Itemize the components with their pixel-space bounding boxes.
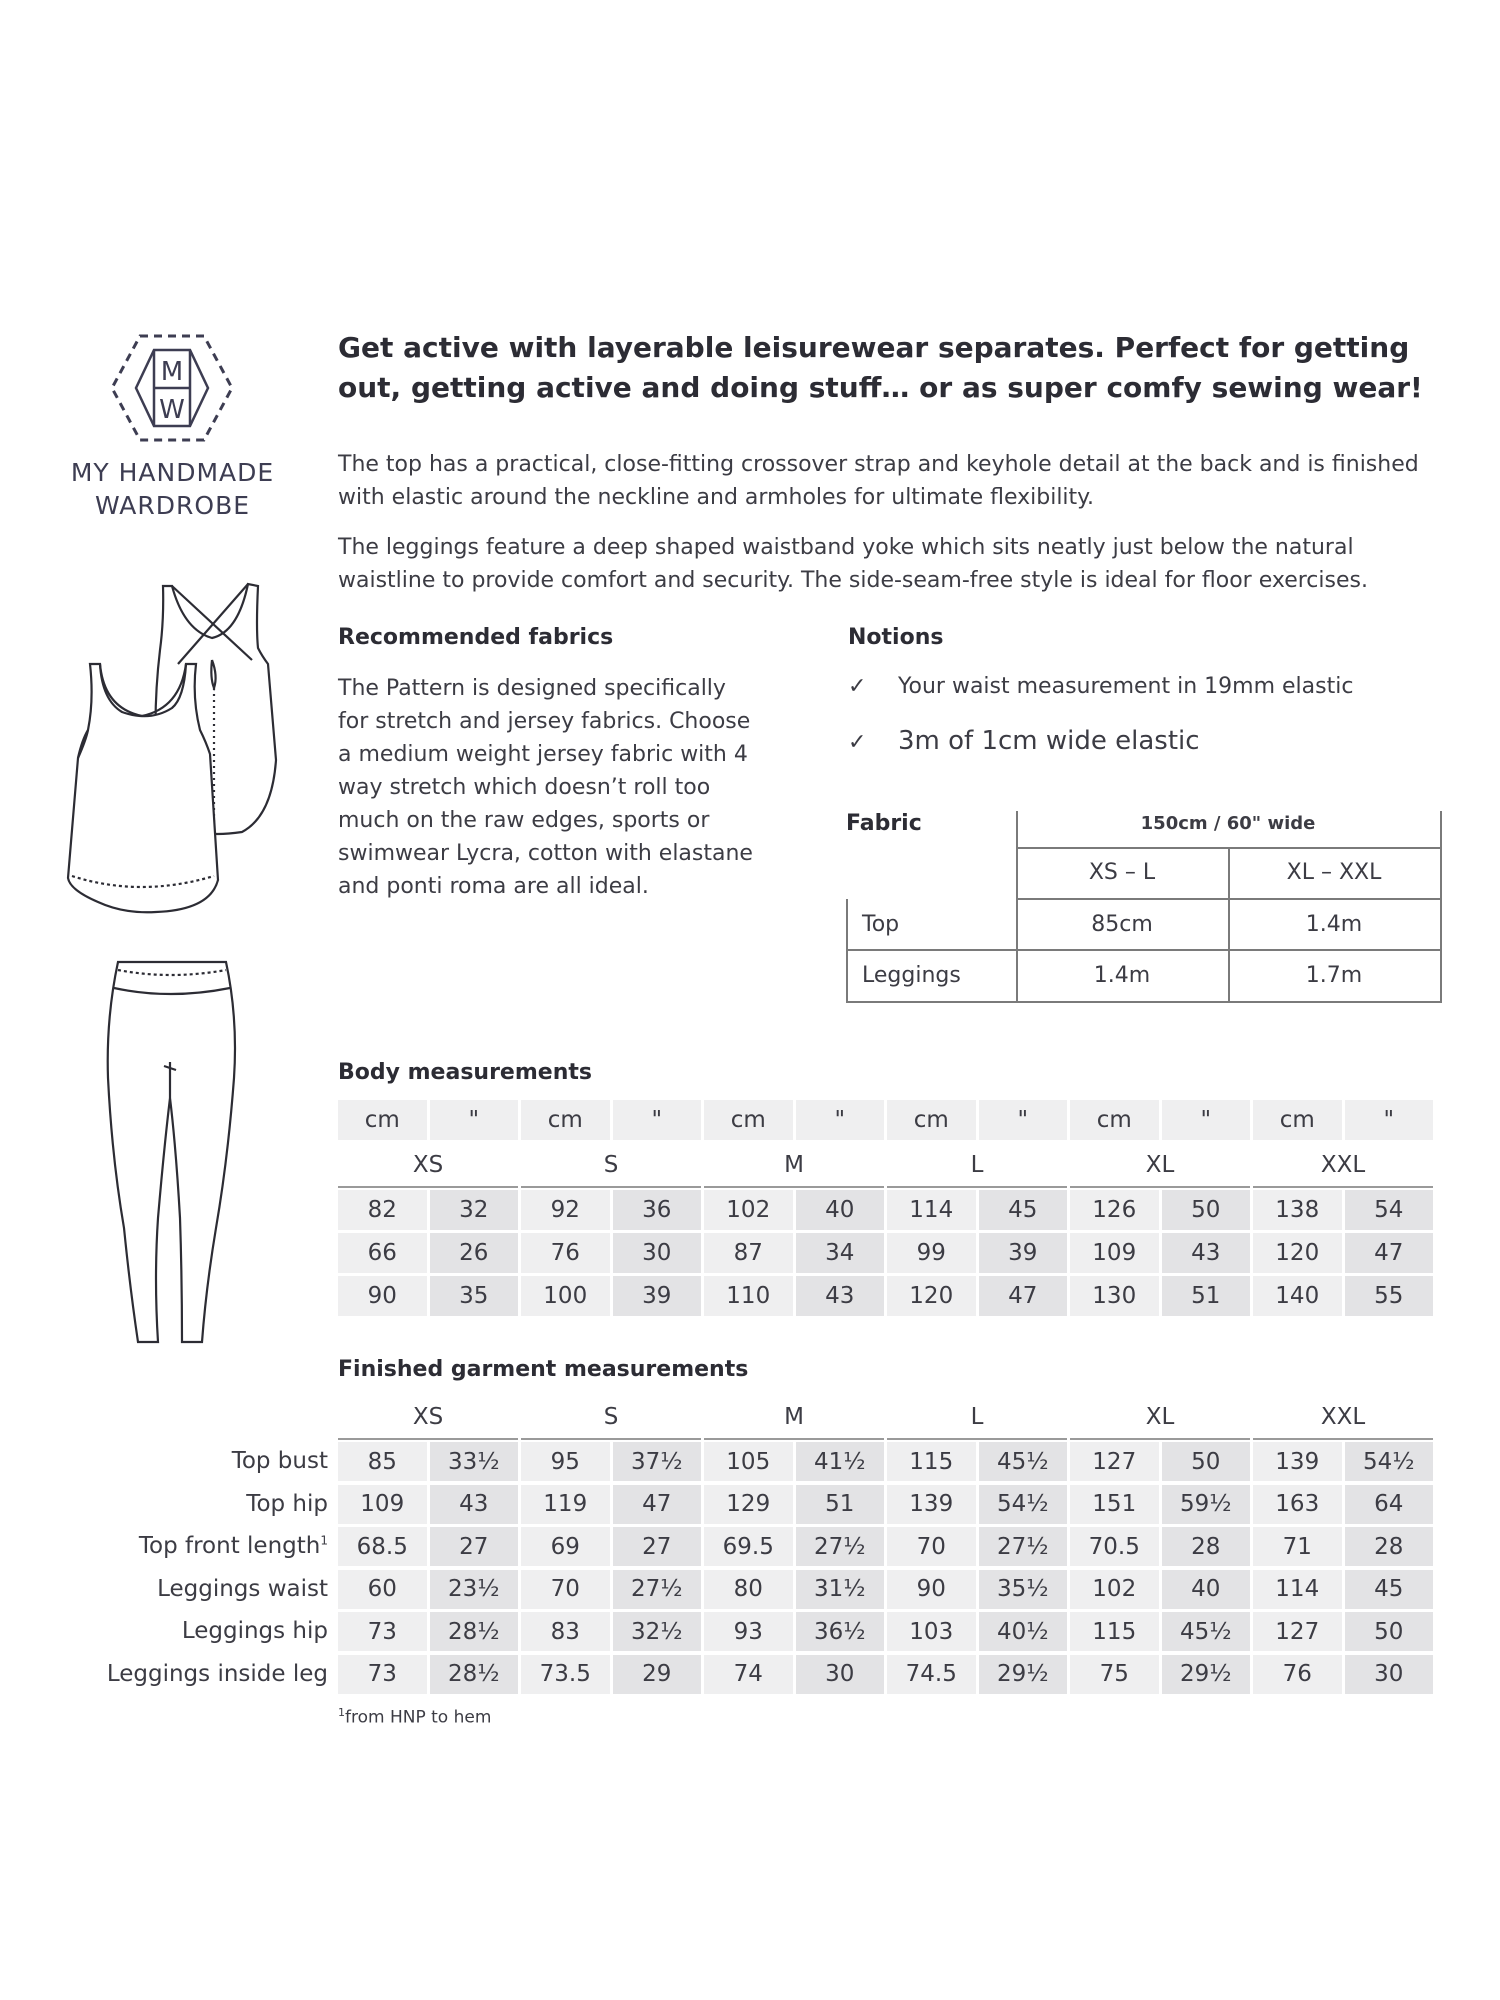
notion-item (848, 674, 1353, 699)
unit-header: cm (704, 1100, 793, 1140)
recommended-fabrics-body: The Pattern is designed specifically for stretch and jersey fabrics. Choose a medium weight jersey fabric with 4 way stretch which doesn’t roll too much on the raw edges, sports or swimwear Lycra, cotton with elastane and ponti roma are all ideal. (338, 676, 753, 899)
unit-header: " (979, 1100, 1068, 1140)
brand-logo (60, 332, 280, 522)
unit-header: cm (521, 1100, 610, 1140)
unit-header: " (613, 1100, 702, 1140)
row-label (107, 1661, 328, 1687)
unit-header: " (1345, 1100, 1434, 1140)
finished-cell: 71 (1253, 1527, 1342, 1566)
finished-cell: 27½ (796, 1527, 885, 1566)
finished-cell: 74.5 (887, 1655, 976, 1694)
notion-item (848, 726, 1200, 756)
finished-cell: 115 (1070, 1612, 1159, 1651)
finished-cell: 102 (1070, 1570, 1159, 1609)
row-label-text: Top hip (246, 1490, 328, 1517)
footnote-text: from HNP to hem (345, 1707, 492, 1728)
brand-name-line2: WARDROBE (94, 491, 251, 520)
row-label-text: Leggings hip (181, 1618, 328, 1644)
body-cell: 54 (1345, 1190, 1434, 1230)
size-rule (338, 1438, 518, 1440)
body-cell: 120 (1253, 1233, 1342, 1273)
finished-cell: 33½ (430, 1442, 519, 1481)
body-cell: 36 (613, 1190, 702, 1230)
body-cell: 110 (704, 1276, 793, 1316)
finished-cell: 85 (338, 1442, 427, 1481)
fabric-cell: 1.4m (1093, 962, 1151, 988)
size-rule (887, 1438, 1067, 1440)
unit-header: cm (1070, 1100, 1159, 1140)
finished-cell: 127 (1253, 1612, 1342, 1651)
body-cell: 47 (1345, 1233, 1434, 1273)
finished-cell: 27 (430, 1527, 519, 1566)
finished-cell: 70 (887, 1527, 976, 1566)
finished-cell: 32½ (613, 1612, 702, 1651)
finished-cell: 73 (338, 1612, 427, 1651)
finished-cell: 105 (704, 1442, 793, 1481)
leggings-illustration (98, 958, 248, 1348)
size-label: L (970, 1152, 984, 1178)
finished-cell: 90 (887, 1570, 976, 1609)
finished-cell: 139 (887, 1485, 976, 1524)
size-label: S (603, 1404, 619, 1430)
row-label (246, 1491, 328, 1517)
body-cell: 102 (704, 1190, 793, 1230)
finished-cell: 27½ (979, 1527, 1068, 1566)
body-cell: 120 (887, 1276, 976, 1316)
finished-cell: 54½ (1345, 1442, 1434, 1481)
recommended-fabrics-heading: Recommended fabrics (338, 625, 614, 650)
finished-cell: 68.5 (338, 1527, 427, 1566)
unit-header: cm (1253, 1100, 1342, 1140)
size-label: XL (1145, 1404, 1175, 1430)
size-label: L (970, 1404, 984, 1430)
finished-cell: 50 (1162, 1442, 1251, 1481)
finished-cell: 70.5 (1070, 1527, 1159, 1566)
finished-measurements-heading: Finished garment measurements (338, 1357, 749, 1382)
size-label: XXL (1320, 1404, 1366, 1430)
logo-letter-w: W (159, 395, 185, 425)
hexagon-logo-mark (108, 332, 236, 444)
finished-cell: 37½ (613, 1442, 702, 1481)
body-cell: 55 (1345, 1276, 1434, 1316)
row-label-text: Top front length (138, 1533, 321, 1559)
body-cell: 45 (979, 1190, 1068, 1230)
row-label-text: Leggings inside leg (106, 1660, 328, 1687)
size-rule (704, 1438, 884, 1440)
fabric-cell: 1.4m (1305, 911, 1363, 937)
finished-cell: 119 (521, 1485, 610, 1524)
body-cell: 43 (796, 1276, 885, 1316)
finished-cell: 28 (1345, 1527, 1434, 1566)
finished-cell: 28½ (430, 1655, 519, 1694)
body-cell: 140 (1253, 1276, 1342, 1316)
finished-cell: 115 (887, 1442, 976, 1481)
brand-name (60, 456, 285, 522)
top-description: The top has a practical, close-fitting crossover strap and keyhole detail at the back and is finished with elastic around the neckline and armholes for ultimate flexibility. (338, 452, 1419, 510)
size-label: M (784, 1152, 804, 1178)
size-rule (887, 1186, 1067, 1188)
finished-cell: 30 (1345, 1655, 1434, 1694)
size-rule (1253, 1186, 1433, 1188)
body-cell: 40 (796, 1190, 885, 1230)
unit-header: " (796, 1100, 885, 1140)
finished-cell: 163 (1253, 1485, 1342, 1524)
size-label: XXL (1320, 1152, 1366, 1178)
tank-top-illustration (60, 580, 300, 930)
size-label: XS (412, 1152, 444, 1178)
row-label-text: Leggings waist (157, 1575, 328, 1602)
body-cell: 90 (338, 1276, 427, 1316)
finished-cell: 31½ (796, 1570, 885, 1609)
finished-cell: 30 (796, 1655, 885, 1694)
size-rule (338, 1186, 518, 1188)
footnote (338, 1706, 491, 1728)
body-cell: 109 (1070, 1233, 1159, 1273)
row-label (139, 1533, 328, 1559)
body-cell: 47 (979, 1276, 1068, 1316)
finished-cell: 114 (1253, 1570, 1342, 1609)
finished-cell: 23½ (430, 1570, 519, 1609)
finished-cell: 40 (1162, 1570, 1251, 1609)
finished-cell: 41½ (796, 1442, 885, 1481)
size-label: M (784, 1404, 804, 1430)
fabric-table-label: Fabric (846, 810, 922, 836)
body-cell: 39 (979, 1233, 1068, 1273)
finished-cell: 59½ (1162, 1485, 1251, 1524)
size-label: XL (1145, 1152, 1175, 1178)
body-cell: 138 (1253, 1190, 1342, 1230)
finished-cell: 40½ (979, 1612, 1068, 1651)
size-rule (1070, 1438, 1250, 1440)
finished-cell: 93 (704, 1612, 793, 1651)
fabric-cell: 1.7m (1305, 962, 1363, 988)
finished-cell: 28 (1162, 1527, 1251, 1566)
finished-cell: 74 (704, 1655, 793, 1694)
body-cell: 35 (430, 1276, 519, 1316)
body-cell: 99 (887, 1233, 976, 1273)
finished-cell: 151 (1070, 1485, 1159, 1524)
finished-cell: 51 (796, 1485, 885, 1524)
size-rule (521, 1186, 701, 1188)
body-cell: 34 (796, 1233, 885, 1273)
checkmark-icon: ✓ (848, 674, 867, 699)
finished-cell: 95 (521, 1442, 610, 1481)
finished-cell: 45½ (1162, 1612, 1251, 1651)
leggings-description: The leggings feature a deep shaped waistband yoke which sits neatly just below the natural waistline to provide comfort and security. The side-seam-free style is ideal for floor exercises. (338, 535, 1368, 593)
unit-header: " (430, 1100, 519, 1140)
unit-header: cm (338, 1100, 427, 1140)
finished-cell: 127 (1070, 1442, 1159, 1481)
body-cell: 26 (430, 1233, 519, 1273)
notions-heading: Notions (848, 625, 944, 650)
finished-cell: 103 (887, 1612, 976, 1651)
fabric-cell: 85cm (1091, 911, 1153, 937)
body-cell: 76 (521, 1233, 610, 1273)
finished-cell: 29 (613, 1655, 702, 1694)
row-label (182, 1618, 328, 1644)
finished-cell: 69 (521, 1527, 610, 1566)
finished-cell: 64 (1345, 1485, 1434, 1524)
headline: Get active with layerable leisurewear separates. Perfect for getting out, getting active and doing stuff… or as super comfy sewing wear! (338, 331, 1423, 404)
finished-cell: 45½ (979, 1442, 1068, 1481)
finished-cell: 73 (338, 1655, 427, 1694)
finished-cell: 29½ (979, 1655, 1068, 1694)
brand-name-line1: MY HANDMADE (70, 458, 275, 487)
finished-cell: 76 (1253, 1655, 1342, 1694)
size-rule (1253, 1438, 1433, 1440)
body-cell: 32 (430, 1190, 519, 1230)
finished-cell: 129 (704, 1485, 793, 1524)
fabric-size-group: XL – XXL (1286, 859, 1382, 885)
body-cell: 126 (1070, 1190, 1159, 1230)
finished-cell: 54½ (979, 1485, 1068, 1524)
finished-cell: 50 (1345, 1612, 1434, 1651)
fabric-row-label: Top (862, 911, 900, 937)
body-cell: 50 (1162, 1190, 1251, 1230)
row-label (232, 1448, 328, 1474)
size-label: XS (412, 1404, 444, 1430)
finished-cell: 70 (521, 1570, 610, 1609)
fabric-width-header: 150cm / 60" wide (1140, 812, 1316, 834)
body-cell: 92 (521, 1190, 610, 1230)
fabric-requirements-table (846, 807, 1440, 1003)
fabric-size-group: XS – L (1088, 859, 1156, 885)
size-label: S (603, 1152, 619, 1178)
body-cell: 100 (521, 1276, 610, 1316)
finished-cell: 109 (338, 1485, 427, 1524)
footnote-mark: 1 (338, 1706, 345, 1719)
finished-cell: 36½ (796, 1612, 885, 1651)
finished-cell: 27 (613, 1527, 702, 1566)
finished-cell: 139 (1253, 1442, 1342, 1481)
finished-cell: 28½ (430, 1612, 519, 1651)
footnote-ref: 1 (320, 1533, 328, 1548)
unit-header: cm (887, 1100, 976, 1140)
finished-cell: 43 (430, 1485, 519, 1524)
finished-cell: 60 (338, 1570, 427, 1609)
notion-text: 3m of 1cm wide elastic (898, 726, 1200, 756)
size-rule (1070, 1186, 1250, 1188)
body-cell: 82 (338, 1190, 427, 1230)
finished-cell: 69.5 (704, 1527, 793, 1566)
finished-cell: 47 (613, 1485, 702, 1524)
finished-cell: 83 (521, 1612, 610, 1651)
body-measurements-heading: Body measurements (338, 1060, 592, 1085)
row-label-text: Top bust (231, 1448, 328, 1474)
body-cell: 130 (1070, 1276, 1159, 1316)
unit-header: " (1162, 1100, 1251, 1140)
checkmark-icon: ✓ (848, 730, 867, 755)
finished-cell: 35½ (979, 1570, 1068, 1609)
body-cell: 114 (887, 1190, 976, 1230)
fabric-row-label: Leggings (862, 962, 961, 988)
finished-cell: 80 (704, 1570, 793, 1609)
finished-cell: 27½ (613, 1570, 702, 1609)
finished-cell: 29½ (1162, 1655, 1251, 1694)
body-cell: 43 (1162, 1233, 1251, 1273)
body-cell: 39 (613, 1276, 702, 1316)
finished-cell: 75 (1070, 1655, 1159, 1694)
size-rule (704, 1186, 884, 1188)
notion-text: Your waist measurement in 19mm elastic (898, 674, 1354, 699)
body-cell: 30 (613, 1233, 702, 1273)
row-label (157, 1576, 328, 1602)
finished-cell: 45 (1345, 1570, 1434, 1609)
size-rule (521, 1438, 701, 1440)
logo-letter-m: M (160, 357, 184, 387)
body-cell: 66 (338, 1233, 427, 1273)
finished-cell: 73.5 (521, 1655, 610, 1694)
body-cell: 51 (1162, 1276, 1251, 1316)
body-cell: 87 (704, 1233, 793, 1273)
